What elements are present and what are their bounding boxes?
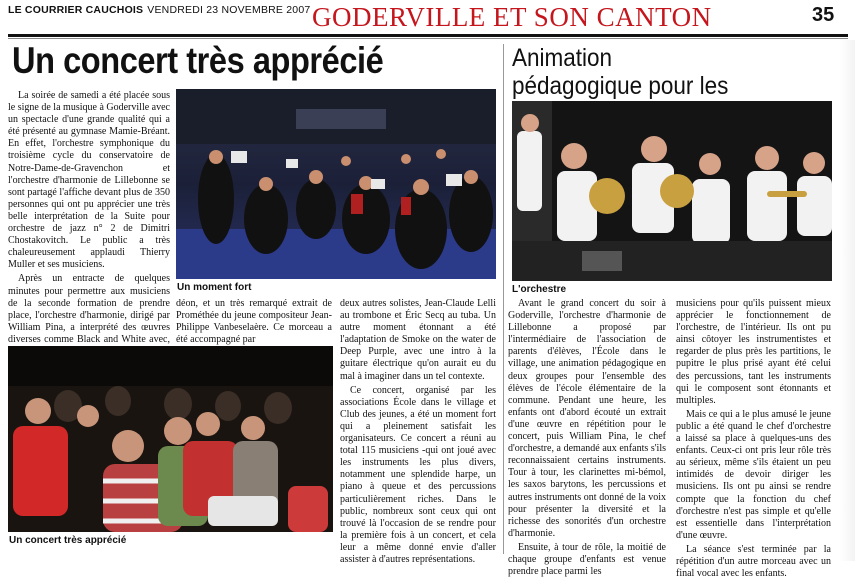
article1-paragraph: deux autres solistes, Jean-Claude Lelli au trombone et Éric Secq au tuba. Un autre moment étonnant a été l'adaptation de Smoke on the water de Deep Purple, avec une intro à la guitare électrique qu'on aurait eu du mal à imaginer dans un tel contexte. [340, 298, 496, 382]
article2-paragraph: La séance s'est terminée par la répétition d'un autre morceau avec un final vocal avec les enfants. [676, 543, 831, 580]
photo-caption-top: Un moment fort [177, 282, 252, 293]
article2-paragraph: Avant le grand concert du soir à Goderville, l'orchestre d'harmonie de Lillebonne a proposé par l'intermédiaire de l'association de parents d'élèves, l'École dans le village, une animation pédagogique en deux groupes pour l'ensemble des élèves de l'école élémentaire de la commune. Pendant une heure, les enfants ont d'abord écouté un extrait d'une œuvre en répétition pour le concert, puis William Pina, le chef d'orchestre, a demandé aux enfants s'ils reconnaissaient certains instruments. Tour à tour, les clarinettes mi-bémol, les saxos barytons, les percussions et autres instruments ont donné de la voix pour présenter la diversité et la richesse des sonorités d'un orchestre d'harmonie. [508, 298, 666, 539]
article2-paragraph: Mais ce qui a le plus amusé le jeune public a été quand le chef d'orchestre a laissé sa place à quelques-uns des enfants. Ceux-ci ont pris leur rôle très au sérieux, même s'ils étaient un peu intimidés de devoir diriger les musiciens. Ils ont pu ainsi se rendre compte que la fonction du chef d'orchestre n'est pas simple et qu'elle est essentielle dans l'interprétation d'une œuvre. [676, 408, 831, 541]
article2-paragraph: Ensuite, à tour de rôle, la moitié de chaque groupe d'enfants est venue prendre place parmi les [508, 541, 666, 578]
article1-column-2 [176, 298, 332, 346]
article1-headline: Un concert très apprécié [12, 40, 384, 81]
section-title: GODERVILLE ET SON CANTON [312, 2, 712, 32]
header-rule-thin [8, 38, 848, 39]
article1-paragraph: Ce concert, organisé par les associations École dans le village et Club des jeunes, a été un moment fort qui a pleinement satisfait les organisateurs. Ce concert a réuni au total 115 musiciens -qui ont joué avec les instruments les plus divers, notamment une splendide harpe, un piano à queue et des percussions particulièrement riches. Dans le public, nombreux sont ceux qui ont trouvé là l'occasion de se rendre pour la première fois à un concert, et cela leur a même donné envie d'aller assister à d'autres représentations. [340, 384, 496, 565]
header-rule [8, 34, 848, 37]
audience-photo-image [8, 346, 333, 532]
publication-date: VENDREDI 23 NOVEMBRE 2007 [147, 4, 311, 16]
article2-paragraph: musiciens pour qu'ils puissent mieux apprécier le fonctionnement de l'orchestre, de l'intérieur. Ils ont pu ainsi côtoyer les instrumentistes et regarder de plus près les partitions, le pupitre le plus prisé ayant été celui des percussions, tant les instruments qui le composent sont étonnants et multiples. [676, 298, 831, 406]
article2-column-2 [676, 298, 831, 580]
publication-header [8, 4, 310, 16]
article2-column-1 [508, 298, 666, 578]
column-divider [503, 44, 504, 554]
photo-caption-bottom: Un concert très apprécié [9, 535, 127, 546]
article1-paragraph: Après un entracte de quelques minutes pour permettre aux musiciens de la seconde formation de prendre place, l'orchestre d'harmonie, dirigé par William Pina, a interprété des œuvres diverses comme Black and White avec, [8, 273, 170, 345]
audience-photo [8, 346, 333, 532]
publication-name: LE COURRIER CAUCHOIS [8, 4, 144, 16]
photo-caption-orchestra: L'orchestre [512, 284, 567, 295]
article1-paragraph: La soirée de samedi a été placée sous le signe de la musique à Goderville avec un spectacle d'une grande qualité qui a été présenté au gymnase Mamie-Bréant. En effet, l'orchestre symphonique du troisième cycle du conservatoire de Notre-Dame-de-Gravenchon et l'orchestre d'harmonie de Lillebonne se sont partagé l'affiche devant plus de 350 personnes qui ont pu apprécier une très belle interprétation de la Suite pour orchestre de jazz n° 2 de Dimitri Chostakovitch. Le public a très chaleureusement applaudi Thierry Muller et ses musiciens. [8, 90, 170, 271]
concert-photo-top-image [176, 89, 496, 279]
page-number: 35 [812, 4, 835, 26]
article1-column-1 [8, 90, 170, 370]
article1-paragraph: déon, et un très remarqué extrait de Prométhée du jeune compositeur Jean-Philippe Vanbeselaère. Ce morceau a été accompagné par [176, 298, 332, 346]
page-edge [840, 40, 855, 561]
concert-photo-top [176, 89, 496, 279]
article2-headline: Animation pédagogique pour les [512, 44, 729, 100]
orchestra-photo-image [512, 101, 832, 281]
article1-column-3 [340, 298, 496, 566]
orchestra-photo [512, 101, 832, 281]
